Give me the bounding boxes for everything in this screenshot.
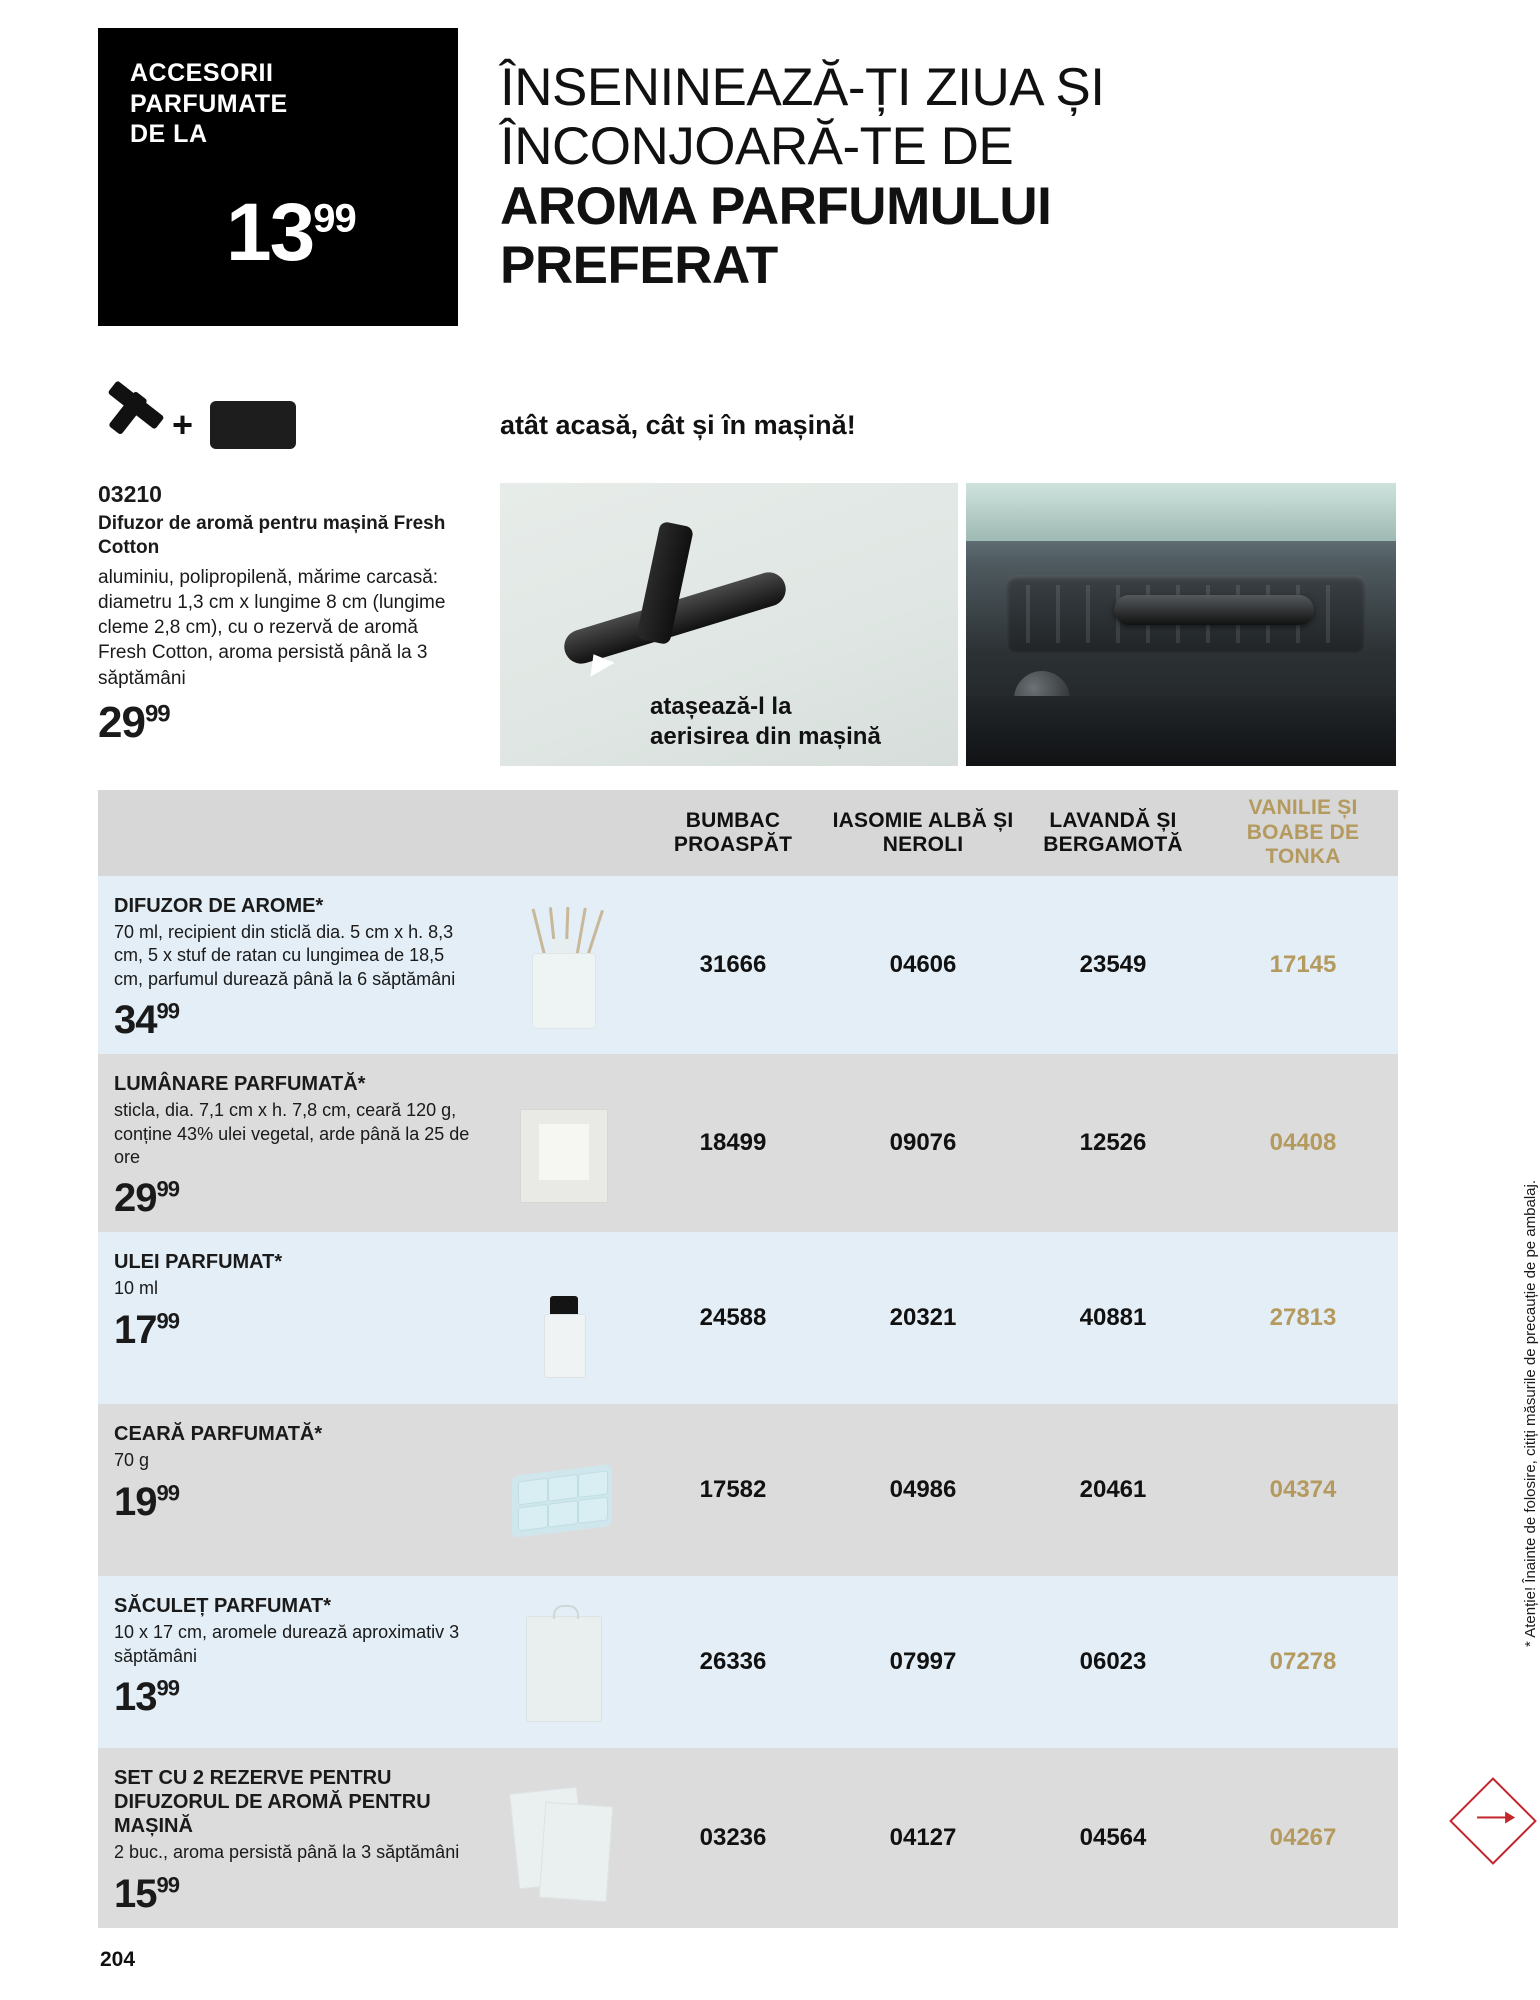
row-code-vanilie: 17145: [1269, 951, 1337, 979]
row-price-decimal: 99: [156, 1308, 179, 1334]
row-code-vanilie: 04374: [1269, 1476, 1337, 1504]
photo-caption-line-1: atașează-l la: [650, 693, 792, 720]
photo-caption: [650, 692, 881, 752]
row-code-vanilie: 04267: [1269, 1824, 1337, 1852]
row-product-image: [488, 1054, 638, 1232]
row-title: SET CU 2 REZERVE PENTRU DIFUZORUL DE AROMĂ PENTRU MAȘINĂ: [114, 1767, 431, 1838]
row-price-decimal: 99: [156, 1177, 179, 1203]
row-code-lavanda: 20461: [1079, 1476, 1147, 1504]
table-header-iasomie: IASOMIE ALBĂ ȘI NEROLI: [832, 808, 1014, 856]
row-title: SĂCULEȚ PARFUMAT*: [114, 1595, 332, 1618]
headline-line-3: AROMA PARFUMULUI: [500, 176, 1052, 236]
row-code-iasomie: 04606: [889, 951, 957, 979]
row-code-iasomie: 04127: [889, 1824, 957, 1852]
row-code-lavanda: 12526: [1079, 1129, 1147, 1157]
row-code-vanilie: 27813: [1269, 1304, 1337, 1332]
headline-line-1: ÎNSENINEAZĂ-ȚI ZIUA ȘI: [500, 58, 1105, 117]
row-code-lavanda: 40881: [1079, 1304, 1147, 1332]
row-price-integer: 13: [114, 1675, 157, 1720]
row-description: 70 ml, recipient din sticlă dia. 5 cm x h. 8,3 cm, 5 x stuf de ratan cu lungimea de 18,5 cm, parfumul durează până la 6 săptămâni: [114, 922, 456, 989]
row-description: 2 buc., aroma persistă până la 3 săptămâni: [114, 1842, 460, 1863]
row-code-vanilie: 07278: [1269, 1648, 1337, 1676]
table-row: [98, 1576, 1398, 1748]
badge-price: [226, 187, 356, 278]
featured-product-price: [98, 697, 468, 747]
row-description: 10 ml: [114, 1278, 159, 1299]
row-title: DIFUZOR DE AROME*: [114, 895, 324, 917]
row-price: [114, 1479, 474, 1524]
row-price: [114, 1176, 474, 1221]
row-code-bumbac: 31666: [699, 951, 767, 979]
table-row: [98, 1054, 1398, 1232]
row-product-image: [488, 1404, 638, 1576]
table-header-lavanda: LAVANDĂ ȘI BERGAMOTĂ: [1043, 808, 1183, 856]
row-product-image: [488, 1576, 638, 1748]
row-title: CEARĂ PARFUMATĂ*: [114, 1423, 323, 1446]
table-row: [98, 1748, 1398, 1927]
badge-line-1: ACCESORII: [130, 59, 274, 87]
row-code-lavanda: 04564: [1079, 1824, 1147, 1852]
featured-price-integer: 29: [98, 697, 145, 747]
row-code-lavanda: 23549: [1079, 951, 1147, 979]
row-price: [114, 1307, 474, 1352]
table-header-vanilie: VANILIE ȘI BOABE DE TONKA: [1246, 796, 1360, 869]
table-header-bumbac: BUMBAC PROASPĂT: [673, 808, 793, 856]
row-code-bumbac: 18499: [699, 1129, 767, 1157]
row-price-integer: 17: [114, 1307, 157, 1352]
row-price: [114, 1871, 474, 1916]
row-description: 10 x 17 cm, aromele durează aproximativ 3 săptămâni: [114, 1622, 460, 1666]
featured-product-code: 03210: [98, 481, 162, 507]
row-price: [114, 998, 474, 1043]
featured-product-description: aluminiu, polipropilenă, mărime carcasă: diametru 1,3 cm x lungime 8 cm (lungime cleme 2,8 cm), cu o rezervă de aromă Fresh Cotton, aroma persistă până la 3 săptămâni: [98, 566, 446, 689]
row-title: LUMÂNARE PARFUMATĂ*: [114, 1073, 366, 1096]
featured-price-decimal: 99: [144, 700, 170, 728]
row-price-integer: 29: [114, 1176, 157, 1221]
table-row: [98, 1232, 1398, 1404]
car-diffuser-mounted: [1114, 595, 1314, 625]
row-code-iasomie: 07997: [889, 1648, 957, 1676]
row-code-iasomie: 20321: [889, 1304, 957, 1332]
badge-price-integer: 13: [226, 187, 314, 278]
photo-caption-line-2: aerisirea din mașină: [650, 723, 881, 750]
table-row: [98, 1404, 1398, 1576]
row-code-bumbac: 26336: [699, 1648, 767, 1676]
product-table: [98, 790, 1398, 1928]
row-description: sticla, dia. 7,1 cm x h. 7,8 cm, ceară 120 g, conține 43% ulei vegetal, arde până la 25 de ore: [114, 1100, 470, 1167]
row-price-decimal: 99: [156, 1872, 179, 1898]
row-price: [114, 1675, 474, 1720]
page-title: [500, 58, 1430, 295]
row-price-decimal: 99: [156, 1480, 179, 1506]
product-photo-car-interior: [966, 483, 1396, 766]
footnote: * Atenție! Înainte de folosire, citiți măsurile de precauție de pe ambalaj.: [1522, 1180, 1539, 1647]
badge-line-3: DE LA: [130, 120, 208, 148]
row-price-integer: 34: [114, 998, 157, 1043]
subheadline: atât acasă, cât și în mașină!: [500, 410, 856, 440]
row-code-iasomie: 09076: [889, 1129, 957, 1157]
table-header-row: [98, 790, 1398, 876]
row-title: ULEI PARFUMAT*: [114, 1251, 283, 1274]
row-code-bumbac: 03236: [699, 1824, 767, 1852]
row-code-iasomie: 04986: [889, 1476, 957, 1504]
row-description: 70 g: [114, 1450, 150, 1471]
row-price-decimal: 99: [156, 1675, 179, 1701]
headline-line-2: ÎNCONJOARĂ-TE DE: [500, 117, 1014, 177]
row-price-integer: 19: [114, 1479, 157, 1524]
price-badge: [98, 28, 458, 326]
featured-product: [98, 385, 468, 745]
row-price-decimal: 99: [156, 998, 179, 1024]
row-price-integer: 15: [114, 1871, 157, 1916]
next-page-marker-icon: [1449, 1777, 1537, 1865]
row-code-bumbac: 24588: [699, 1304, 767, 1332]
row-product-image: [488, 1748, 638, 1927]
headline-line-4: PREFERAT: [500, 236, 778, 296]
row-code-vanilie: 04408: [1269, 1129, 1337, 1157]
row-code-bumbac: 17582: [699, 1476, 767, 1504]
table-row: [98, 876, 1398, 1054]
row-product-image: [488, 1232, 638, 1404]
featured-product-name: Difuzor de aromă pentru mașină Fresh Cotton: [98, 513, 446, 559]
badge-price-decimal: 99: [313, 196, 356, 241]
row-code-lavanda: 06023: [1079, 1648, 1147, 1676]
car-diffuser-icon: +: [98, 385, 468, 467]
badge-line-2: PARFUMATE: [130, 89, 288, 118]
product-photo-diffuser: [500, 483, 958, 766]
page-number: 204: [100, 1948, 136, 1971]
row-product-image: [488, 876, 638, 1054]
